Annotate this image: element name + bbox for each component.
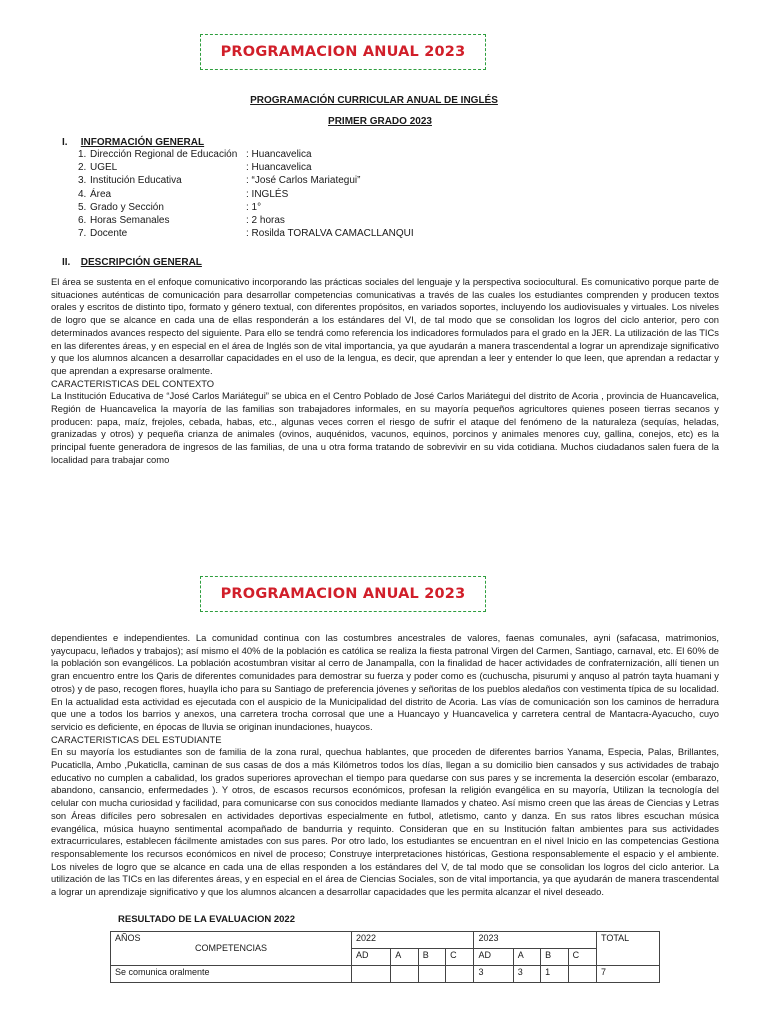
level-header: B: [541, 949, 568, 966]
info-key: Grado y Sección: [90, 201, 164, 213]
table-cell: 3: [474, 966, 513, 983]
info-number: 4.: [78, 188, 87, 200]
section-heading-general-info: [62, 137, 204, 148]
info-row: [78, 162, 414, 175]
info-number: 2.: [78, 162, 87, 174]
info-row: [78, 175, 414, 188]
table-cell: [418, 966, 445, 983]
section-label: INFORMACIÓN GENERAL: [80, 137, 205, 148]
info-row: [78, 149, 414, 162]
level-header: A: [391, 949, 418, 966]
year-2023-header: 2023: [474, 932, 597, 949]
years-label: AÑOS: [115, 933, 141, 943]
banner-title: PROGRAMACION ANUAL 2023: [200, 34, 486, 70]
section-number: II.: [62, 257, 71, 268]
info-number: 1.: [78, 149, 87, 160]
section-label: DESCRIPCIÓN GENERAL: [80, 257, 202, 268]
paragraph: En su mayoría los estudiantes son de familia de la zona rural, quechua hablantes, que proceden de diferentes barrios Yanama, Especia, Palas, Brillantes, Pucaticlla, Ambo ,Pukaticlla, caminan de sus casas de dos a más Kilómetros todos los días, llegan a su domicilio bien cansados y sus actividades de trabajo educativo no cumplen a cabalidad, los grados superiores aprovechan el tiempo para quedarse con sus pares y se incrementa la deserción escolar (embarazo, abandono, cansancio, enfermedades ). Y otros, de escasos recursos económicos, profesan la religión evangélica en su mayoría, Utilizan la tecnología del celular con mucha curiosidad y facilidad, para comunicarse con sus conocidos mediante llamados y chateo. Así mismo creen que las áreas de Ciencias y Letras son Áreas difíciles pero sobresalen en actividades deportivas especialmente en futbol, atletismo, canto y danza. En sus ratos libres escuchan música evangélica, música huayno sentimental acompañado de bandurria y requinto. Consideran que en su Institución faltan ambientes para sus actividades extracurriculares, establecen fácilmente amistades con sus pares. Por otro lado, los estudiantes se encuentran en el nivel Inicio en las competencias Gestiona responsablemente los recursos económicos en nivel de proceso; Construye interpretaciones históricas, Gestiona responsablemente el espacio y el ambiente. Los niveles de logro que se alcance en cada una de ellas responden a los estándares del V, de tal modo que se consolidan los logros del ciclo anterior. La utilización de las TICs en las diferentes áreas, y en especial en el área de Ciencias Sociales, son de vital importancia, ya que ayudarán de manera trascendental a lograr un aprendizaje significativo y que los alumnos alcancen a desarrollar capacidades que les permita alcanzar el nivel deseado.: [51, 746, 719, 898]
paragraph: El área se sustenta en el enfoque comunicativo incorporando las prácticas sociales del lenguaje y la perspectiva sociocultural. Es comunicativo porque parte de situaciones auténticas de comunicación para desarrollar competencias comunicativas a través de las cuales los estudiantes comprenden y producen textos orales y escritos de distinto tipo, formato y género textual, con diferentes propósitos, en variados soportes, incluyendo los audiovisuales y virtuales. Los niveles de logro que se alcance en cada una de ellas responderán a los estándares del VI, de tal modo que se consolidan los logros del ciclo anterior, pero con determinados avances respecto del siguiente. Para ello se tendrá como referencia los indicadores formulados para el grado en la JER. La utilización de las TICs en las diferentes áreas, y en especial en el área de Inglés son de vital importancia, ya que ayudarán a manera trascendental a lograr un aprendizaje significativo y que los alumnos alcancen a desarrollar capacidades en el uso de la lengua, es decir, que aprendan a leer y entender lo que leen, que aprendan a redactar y que aprendan a expresarse oralmente.: [51, 276, 719, 376]
table-header-row: [111, 932, 660, 949]
total-header: TOTAL: [597, 932, 660, 966]
info-value: : “José Carlos Mariategui”: [246, 175, 361, 187]
subheading: CARACTERISTICAS DEL CONTEXTO: [51, 377, 215, 389]
info-row: [78, 215, 414, 228]
info-value: : Huancavelica: [246, 149, 312, 160]
info-key: Horas Semanales: [90, 214, 170, 226]
table-cell: 3: [513, 966, 540, 983]
document-title: PROGRAMACIÓN CURRICULAR ANUAL DE INGLÉS: [250, 95, 498, 106]
year-2022-header: 2022: [352, 932, 474, 949]
level-header: AD: [352, 949, 391, 966]
level-header: AD: [474, 949, 513, 966]
info-number: 3.: [78, 175, 87, 187]
table-cell: [568, 966, 596, 983]
info-key: Institución Educativa: [90, 175, 182, 187]
table-cell: [352, 966, 391, 983]
general-info-list: [78, 149, 414, 241]
competencias-label: COMPETENCIAS: [194, 943, 267, 953]
info-row: [78, 202, 414, 215]
table-cell: 1: [541, 966, 568, 983]
info-row: [78, 189, 414, 202]
description-body-page2: [51, 632, 719, 899]
table-row: [111, 966, 660, 983]
table-cell-total: 7: [597, 966, 660, 983]
info-value: : 2 horas: [246, 214, 285, 226]
table-cell: [446, 966, 474, 983]
description-body-page1: [51, 276, 719, 467]
info-key: Dirección Regional de Educación: [90, 149, 238, 160]
info-value: : 1°: [246, 201, 262, 213]
info-value: : INGLÉS: [246, 188, 289, 200]
info-key: Área: [90, 188, 112, 200]
info-value: : Huancavelica: [246, 162, 312, 174]
results-table: [110, 931, 660, 983]
section-heading-description: [62, 257, 202, 268]
info-row: [78, 228, 414, 241]
info-number: 7.: [78, 228, 87, 240]
info-key: Docente: [90, 228, 128, 240]
subheading: CARACTERISTICAS DEL ESTUDIANTE: [51, 733, 222, 745]
level-header: C: [446, 949, 474, 966]
years-competencias-header: [111, 932, 352, 966]
level-header: C: [568, 949, 596, 966]
info-value: : Rosilda TORALVA CAMACLLANQUI: [246, 228, 414, 240]
paragraph: dependientes e independientes. La comunidad continua con las costumbres ancestrales de valores, faenas comunales, ayni (safacasa, matrimonios, yaycupacu, leñados y trabajos); así mismo el 40% de la población es católica se realiza la fiesta patronal Virgen del Carmen, Santiago, carnaval, etc. El 60% de la población son evangélicos. La población acostumbran visitar al cerro de Janampalla, con la finalidad de hacer actividades de confraternización, allí tienen un gran encuentro entre los Qaris de diferentes comunidades para demostrar su fuerza y poder como es (cuchuscha, pisurumi y anquso al patrón tayta huamani y otros) y de paso, recogen flores, huaylla icho para su Santiago de preferencia jóvenes y señoritas de los pueblos aledaños con vestimenta típica de su localidad. En la actualidad esta actividad es ejecutada con el auspicio de la Municipalidad del distrito de Acoria. Las vías de comunicación son los caminos de herradura que une a todos los barrios y anexos, una carretera trocha corrosal que une a Huancayo y Huancavelica y carretera central de Mantacra-Ayacucho, cuyo servicio es deficiente, en épocas de lluvia se originan inundaciones, huaycos.: [51, 632, 719, 732]
table-cell: [391, 966, 418, 983]
document-subtitle: PRIMER GRADO 2023: [328, 116, 432, 127]
level-header: B: [418, 949, 445, 966]
banner-title: PROGRAMACION ANUAL 2023: [200, 576, 486, 612]
info-number: 6.: [78, 214, 87, 226]
results-title: RESULTADO DE LA EVALUACION 2022: [118, 914, 296, 925]
competencia-name: Se comunica oralmente: [111, 966, 352, 983]
level-header: A: [513, 949, 540, 966]
paragraph: La Institución Educativa de “José Carlos Mariátegui” se ubica en el Centro Poblado de José Carlos Mariátegui del distrito de Acoria , provincia de Huancavelica, Región de Huancavelica la mayoría de las familias son trabajadores informales, en su mayoría pequeños agricultores quienes poseen tierras secanos y producen: papa, maíz, frejoles, cebada, habas, etc., algunas veces corren el riesgo de sufrir el ataque del fenómeno de la naturaleza (sequías, heladas, granizadas y otros) y pequeña crianza de animales (ovinos, auquénidos, vacunos, equinos, porcinos y animales menores cuy, gallina, conejos, etc) es la principal fuente generadora de ingresos de las familias, de una u otra forma tratando de sobrevivir en su vida cotidiana. Muchos ciudadanos salen fuera de la localidad para trabajar como: [51, 390, 719, 465]
info-key: UGEL: [90, 162, 118, 174]
section-number: I.: [62, 137, 68, 148]
info-number: 5.: [78, 201, 87, 213]
